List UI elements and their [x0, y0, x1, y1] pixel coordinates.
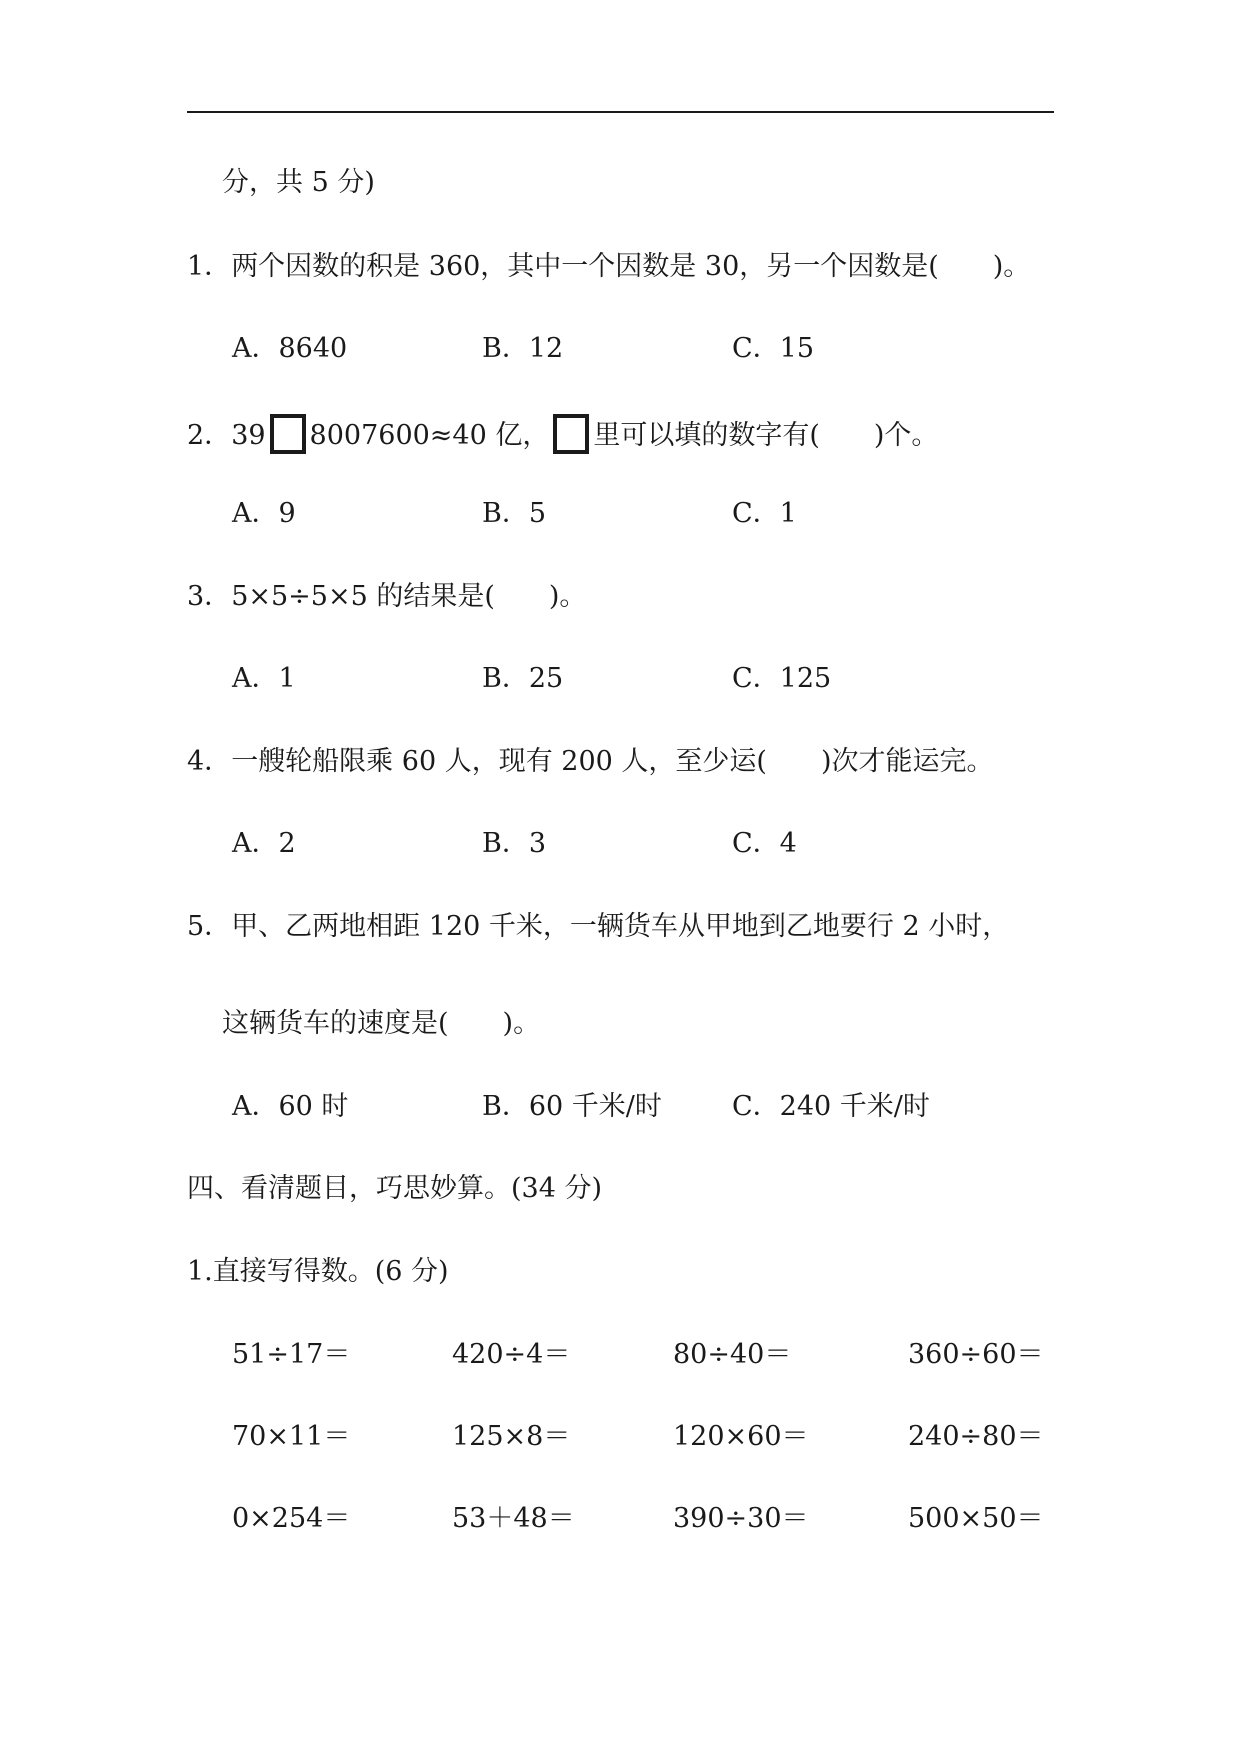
- question-2-option-a: A．9: [232, 498, 296, 529]
- question-5-continuation: 这辆货车的速度是( )。: [222, 1008, 541, 1039]
- header-rule: [187, 111, 1054, 113]
- question-1-option-c: C．15: [732, 333, 815, 364]
- question-5: [187, 910, 1009, 944]
- question-1-text: 两个因数的积是 360，其中一个因数是 30，另一个因数是( )。: [231, 251, 1031, 282]
- section-header-continuation: 分，共 5 分): [222, 167, 375, 198]
- question-2-text-b: 8007600≈40 亿，: [309, 420, 550, 451]
- question-3-option-a: A．1: [232, 663, 296, 694]
- question-4-option-b: B．3: [482, 828, 547, 859]
- calc-cell: 80÷40＝: [673, 1339, 792, 1370]
- question-4-number: 4．: [187, 746, 232, 777]
- question-1-number: 1．: [187, 251, 232, 282]
- question-2-option-c: C．1: [732, 498, 797, 529]
- question-4: [187, 745, 993, 779]
- question-5-number: 5．: [187, 911, 232, 942]
- calc-cell: 70×11＝: [232, 1421, 351, 1452]
- calc-cell: 390÷30＝: [673, 1503, 809, 1534]
- question-5-text: 甲、乙两地相距 120 千米，一辆货车从甲地到乙地要行 2 小时，: [231, 911, 1010, 942]
- calc-cell: 53＋48＝: [452, 1503, 575, 1534]
- calc-cell: 125×8＝: [452, 1421, 571, 1452]
- calc-cell: 240÷80＝: [908, 1421, 1044, 1452]
- question-3-number: 3．: [187, 581, 232, 612]
- question-3-text: 5×5÷5×5 的结果是( )。: [231, 581, 587, 612]
- calc-cell: 120×60＝: [673, 1421, 809, 1452]
- question-1-option-a: A．8640: [232, 333, 348, 364]
- calc-cell: 420÷4＝: [452, 1339, 571, 1370]
- calc-cell: 360÷60＝: [908, 1339, 1044, 1370]
- question-4-text: 一艘轮船限乘 60 人，现有 200 人，至少运( )次才能运完。: [231, 746, 994, 777]
- question-1-option-b: B．12: [482, 333, 564, 364]
- question-1: [187, 250, 1030, 284]
- question-2-number: 2．: [187, 420, 232, 451]
- calc-cell: 51÷17＝: [232, 1339, 351, 1370]
- section-4-subsection-1-title: 1.直接写得数。(6 分): [187, 1256, 449, 1287]
- question-2-text-c: 里可以填的数字有( )个。: [593, 420, 939, 451]
- question-5-option-b: B．60 千米/时: [482, 1091, 662, 1122]
- question-2: [187, 414, 938, 454]
- question-4-option-a: A．2: [232, 828, 296, 859]
- calc-cell: 500×50＝: [908, 1503, 1044, 1534]
- question-3: [187, 580, 586, 614]
- blank-box-icon: [553, 414, 589, 454]
- question-3-option-b: B．25: [482, 663, 564, 694]
- question-4-option-c: C．4: [732, 828, 797, 859]
- calc-cell: 0×254＝: [232, 1503, 351, 1534]
- question-5-option-a: A．60 时: [232, 1091, 349, 1122]
- question-5-option-c: C．240 千米/时: [732, 1091, 930, 1122]
- question-3-option-c: C．125: [732, 663, 832, 694]
- blank-box-icon: [270, 414, 306, 454]
- section-4-title: 四、看清题目，巧思妙算。(34 分): [187, 1173, 603, 1204]
- question-2-text-a: 39: [231, 420, 266, 451]
- question-2-option-b: B．5: [482, 498, 547, 529]
